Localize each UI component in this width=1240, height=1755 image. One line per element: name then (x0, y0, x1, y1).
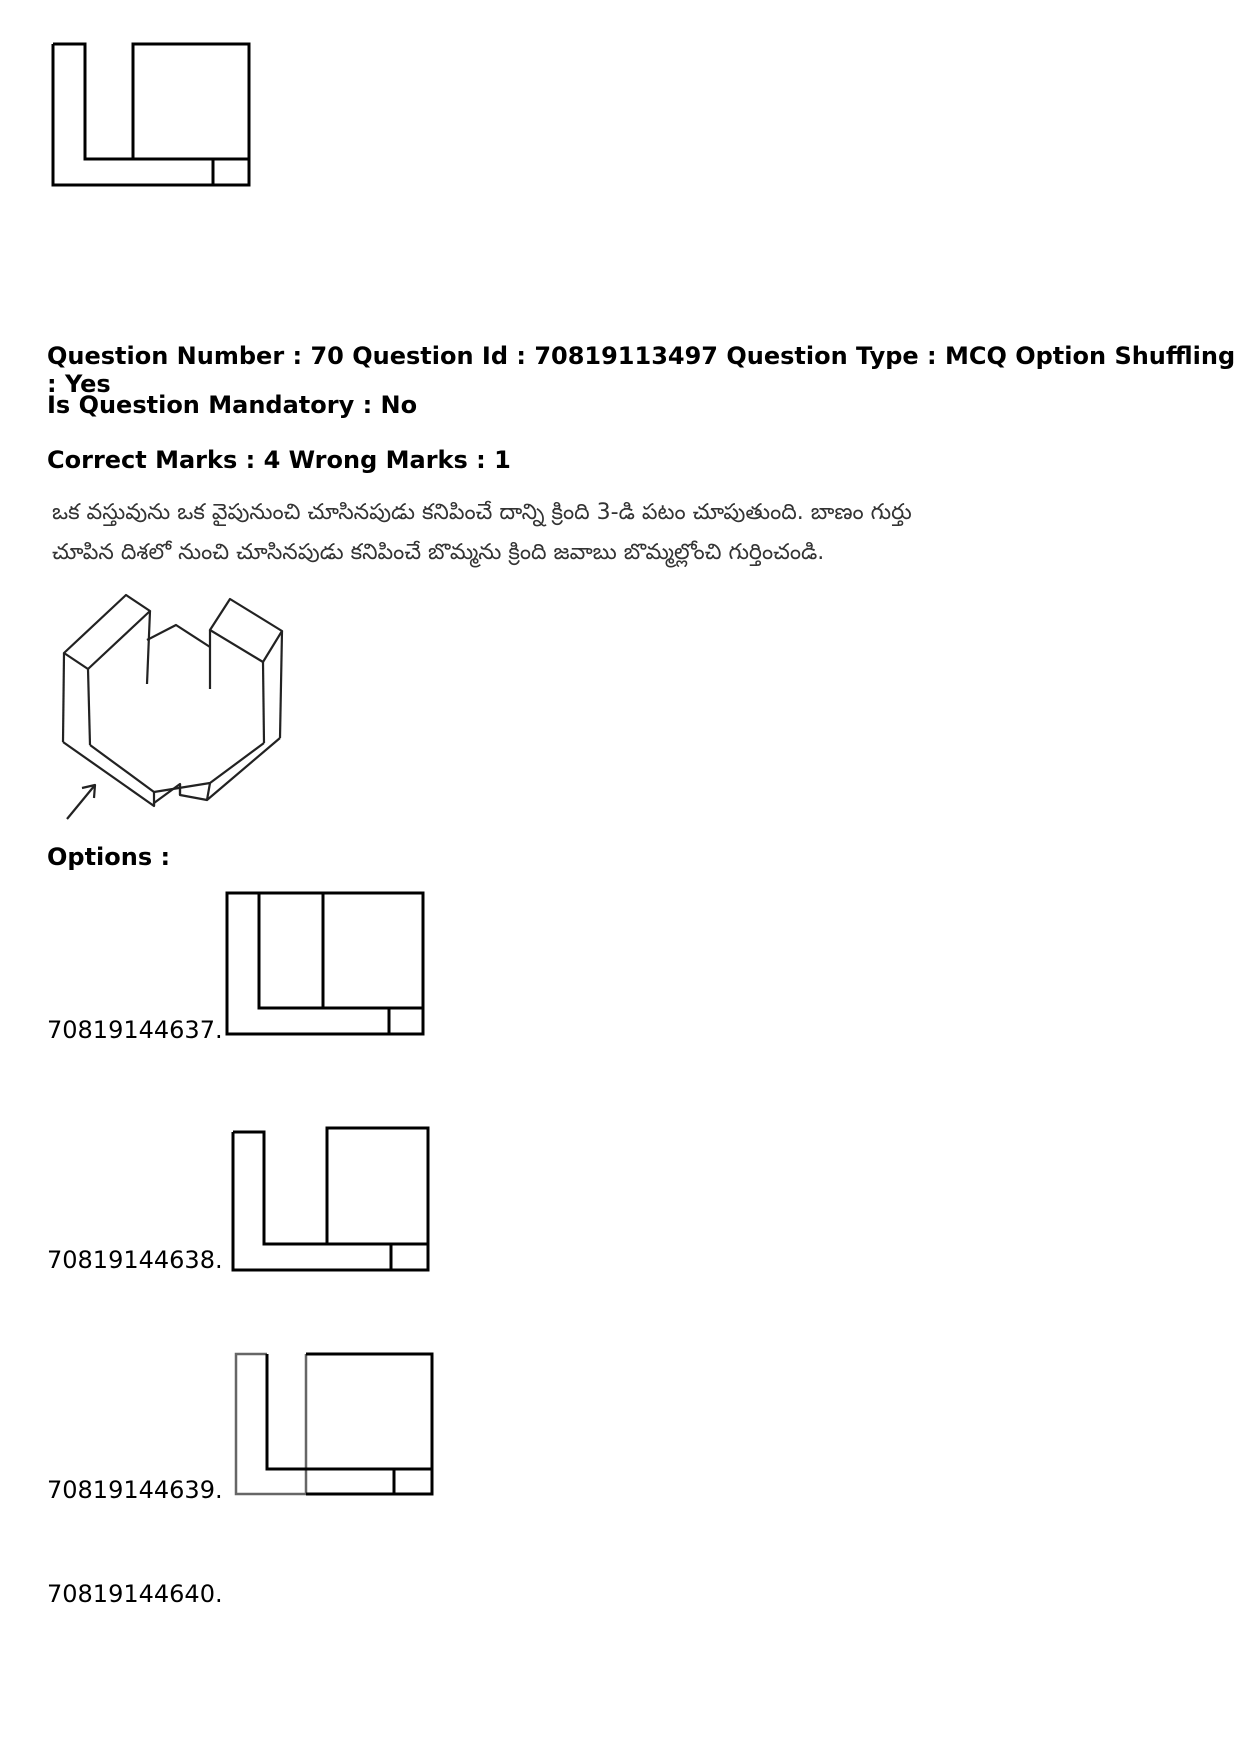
option-4-id[interactable]: 70819144640. (47, 1580, 223, 1608)
option-1-id[interactable]: 70819144637. (47, 1016, 223, 1044)
option-3-id[interactable]: 70819144639. (47, 1476, 223, 1504)
option-1-figure[interactable] (0, 880, 450, 1050)
previous-option-figure (0, 0, 1240, 200)
question-text-line-1: ఒక వస్తువును ఒక వైపునుంచి చూసినపుడు కనిపించే దాన్ని క్రింది 3-డి పటం చూపుతుంది. బాణం గుర్తు (52, 500, 912, 525)
option-2-figure[interactable] (0, 1110, 450, 1280)
option-3-figure[interactable] (0, 1340, 450, 1510)
question-mandatory: Is Question Mandatory : No (47, 391, 418, 419)
question-marks: Correct Marks : 4 Wrong Marks : 1 (47, 446, 511, 474)
question-3d-figure (0, 580, 320, 830)
options-label: Options : (47, 843, 171, 871)
question-header: Question Number : 70 Question Id : 70819113497 Question Type : MCQ Option Shuffling : Yes (47, 342, 1236, 398)
option-2-id[interactable]: 70819144638. (47, 1246, 223, 1274)
question-text-line-2: చూపిన దిశలో నుంచి చూసినపుడు కనిపించే బొమ్మను క్రింది జవాబు బొమ్మల్లోంచి గుర్తించండి. (52, 540, 825, 565)
